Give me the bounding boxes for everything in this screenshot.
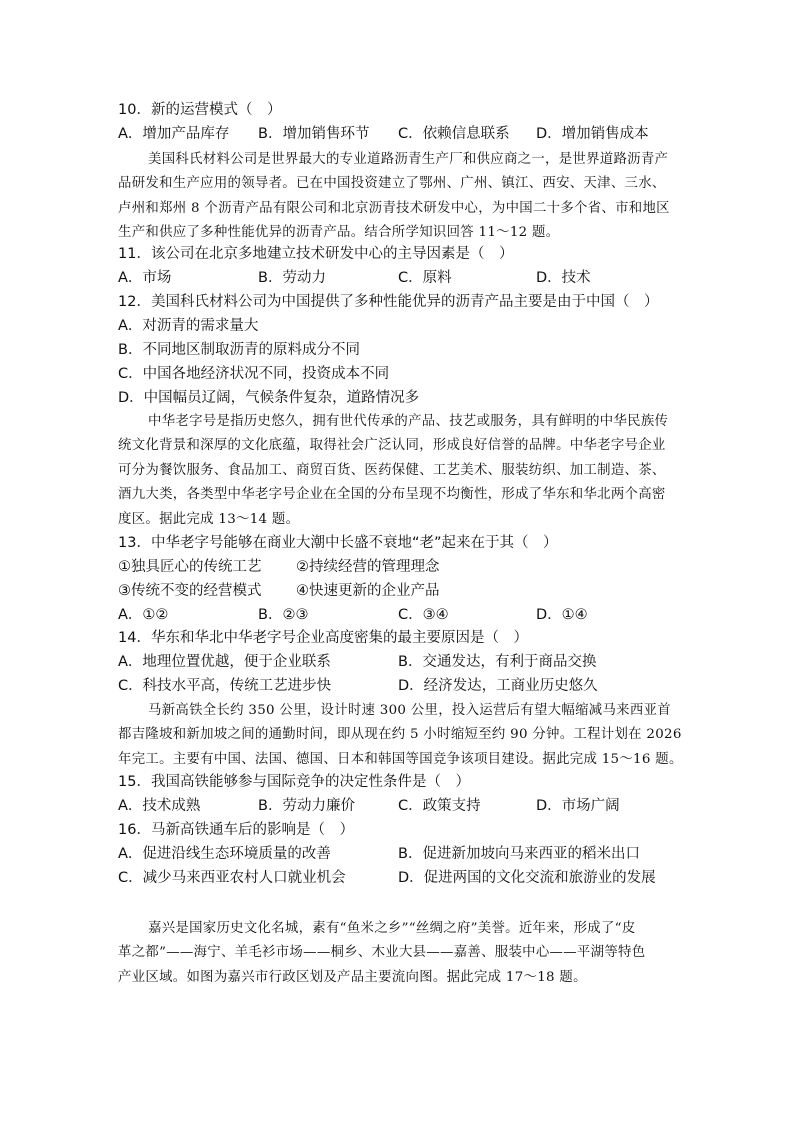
q16-option-b: B．促进新加坡向马来西亚的稻米出口 (398, 846, 640, 862)
passage-line: 中华老字号是指历史悠久，拥有世代传承的产品、技艺或服务，具有鲜明的中华民族传 (148, 414, 669, 429)
passage-line: 生产和供应了多种性能优异的沥青产品。结合所学知识回答 11～12 题。 (118, 225, 560, 241)
passage-line: 嘉兴是国家历史文化名城，素有“鱼米之乡”“丝绸之府”美誉。近年来，形成了“皮 (148, 921, 636, 936)
passage-line: 都吉隆坡和新加坡之间的通勤时间，即从现在约 5 小时缩短至约 90 分钟。工程计划在 2026 (118, 727, 682, 743)
question-14-stem: 14．华东和华北中华老字号企业高度密集的最主要原因是（ ） (118, 630, 528, 646)
passage-line: 美国科氏材料公司是世界最大的专业道路沥青生产厂和供应商之一，是世界道路沥青产 (148, 152, 669, 167)
q15-option-d: D．市场广阔 (536, 798, 620, 814)
q10-option-a: A．增加产品库存 (118, 126, 230, 142)
q14-option-a: A．地理位置优越，便于企业联系 (118, 654, 331, 670)
passage-line: 革之都”——海宁、羊毛衫市场——桐乡、木业大县——嘉善、服装中心——平湖等特色 (118, 945, 646, 961)
passage-jiaxing (118, 917, 678, 990)
question-11-stem: 11．该公司在北京多地建立技术研发中心的主导因素是（ ） (118, 246, 514, 262)
q11-option-b: B．劳动力 (258, 270, 326, 286)
q13-item-4: ④快速更新的企业产品 (296, 583, 440, 599)
q14-option-d: D．经济发达，工商业历史悠久 (398, 678, 598, 694)
q13-option-d: D．①④ (536, 607, 588, 623)
q13-option-c: C．③④ (398, 607, 449, 623)
q16-option-c: C．减少马来西亚农村人口就业机会 (118, 870, 346, 886)
passage-line: 度区。据此完成 13～14 题。 (118, 511, 300, 527)
q11-option-c: C．原料 (398, 270, 452, 286)
passage-line: 卢州和郑州 8 个沥青产品有限公司和北京沥青技术研发中心，为中国二十多个省、市和地区 (118, 200, 670, 216)
q11-option-a: A．市场 (118, 270, 172, 286)
q12-option-c: C．中国各地经济状况不同，投资成本不同 (118, 366, 390, 382)
q12-option-b: B．不同地区制取沥青的原料成分不同 (118, 342, 360, 358)
question-10-stem: 10．新的运营模式（ ） (118, 102, 282, 118)
question-16-stem: 16．马新高铁通车后的影响是（ ） (118, 822, 354, 838)
passage-line: 统文化背景和深厚的文化底蕴，取得社会广泛认同，形成良好信誉的品牌。中华老字号企业 (118, 438, 666, 454)
question-13-stem: 13．中华老字号能够在商业大潮中长盛不衰地“老”起来在于其（ ） (118, 535, 558, 551)
passage-line: 酒九大类，各类型中华老字号企业在全国的分布呈现不均衡性，形成了华东和华北两个高密 (118, 487, 666, 503)
q15-option-a: A．技术成熟 (118, 798, 201, 814)
passage-koch-materials (118, 148, 678, 246)
q10-option-b: B．增加销售环节 (258, 126, 370, 142)
q12-option-a: A．对沥青的需求量大 (118, 318, 259, 334)
q13-item-1: ①独具匠心的传统工艺 (118, 559, 262, 575)
passage-line: 品研发和生产应用的领导者。已在中国投资建立了鄂州、广州、镇江、西安、天津、三水、 (118, 176, 666, 192)
q10-option-c: C．依赖信息联系 (398, 126, 510, 142)
passage-time-honored-brands (118, 410, 678, 532)
q16-option-a: A．促进沿线生态环境质量的改善 (118, 846, 331, 862)
q13-option-b: B．②③ (258, 607, 309, 623)
q14-option-c: C．科技水平高，传统工艺进步快 (118, 678, 332, 694)
q12-option-d: D．中国幅员辽阔，气候条件复杂，道路情况多 (118, 390, 420, 406)
passage-line: 产业区域。如图为嘉兴市行政区划及产品主要流向图。据此完成 17～18 题。 (118, 969, 587, 985)
question-15-stem: 15．我国高铁能够参与国际竞争的决定性条件是（ ） (118, 774, 470, 790)
passage-malaysia-singapore-rail (118, 699, 683, 772)
passage-line: 马新高铁全长约 350 公里，设计时速 300 公里，投入运营后有望大幅缩减马来西亚首 (148, 703, 671, 718)
q13-item-2: ②持续经营的管理理念 (296, 559, 440, 575)
q13-item-3: ③传统不变的经营模式 (118, 583, 262, 599)
q14-option-b: B．交通发达，有利于商品交换 (398, 654, 597, 670)
passage-line: 可分为餐饮服务、食品加工、商贸百货、医药保健、工艺美术、服装纺织、加工制造、茶、 (118, 462, 666, 478)
q15-option-c: C．政策支持 (398, 798, 481, 814)
q11-option-d: D．技术 (536, 270, 591, 286)
q13-option-a: A．①② (118, 607, 169, 623)
passage-line: 年完工。主要有中国、法国、德国、日本和韩国等国竞争该项目建设。据此完成 15～16 题。 (118, 751, 683, 767)
q10-option-d: D．增加销售成本 (536, 126, 649, 142)
q16-option-d: D．促进两国的文化交流和旅游业的发展 (398, 870, 656, 886)
q15-option-b: B．劳动力廉价 (258, 798, 355, 814)
question-12-stem: 12．美国科氏材料公司为中国提供了多种性能优异的沥青产品主要是由于中国（ ） (118, 294, 659, 310)
